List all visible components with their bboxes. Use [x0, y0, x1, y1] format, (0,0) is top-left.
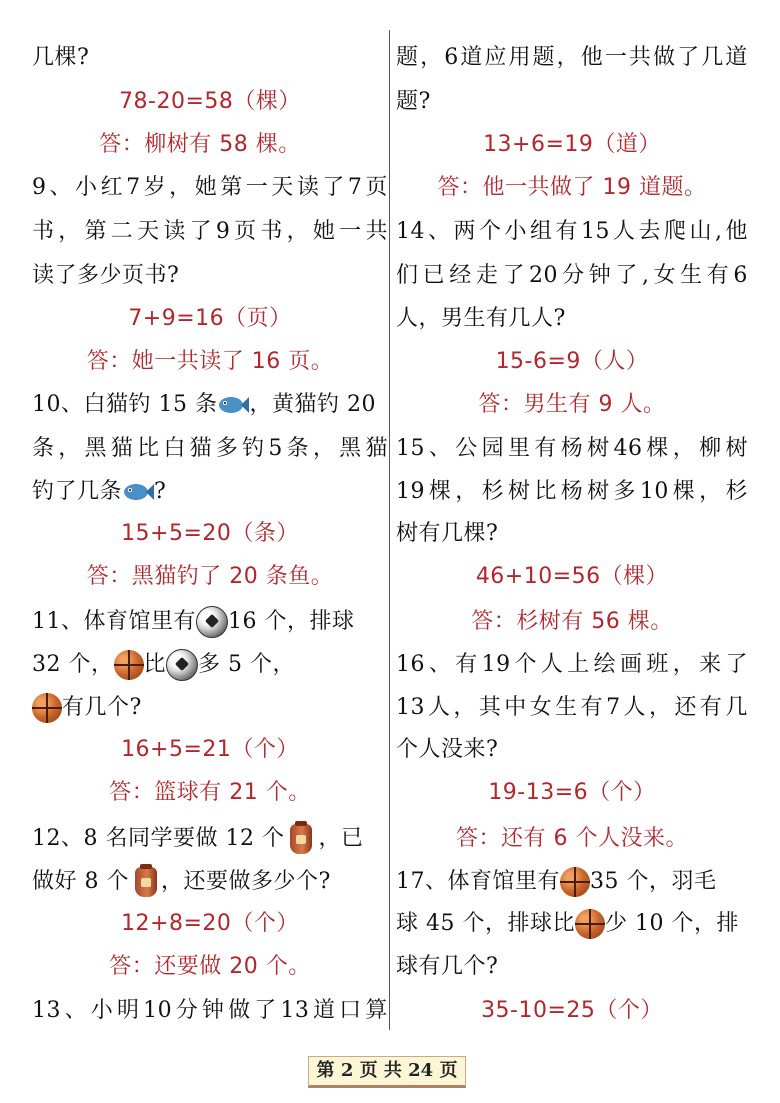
- question-14-line-2: [396, 254, 748, 298]
- glyph: 条: [32, 436, 55, 461]
- glyph: 了: [615, 263, 638, 288]
- basketball-icon: [575, 909, 605, 939]
- question-13-line-3: 题?: [396, 89, 431, 114]
- glyph: 5: [268, 436, 283, 461]
- basketball-icon: [114, 650, 144, 680]
- glyph: 树: [587, 436, 610, 461]
- answer: 答：男生有 9 人。: [478, 392, 666, 417]
- glyph: 一: [245, 175, 269, 200]
- glyph: 、: [49, 175, 73, 200]
- glyph: 人: [540, 652, 564, 677]
- question-12-line-1: [32, 817, 363, 861]
- glyph: 7: [606, 695, 621, 720]
- glyph: 去: [638, 219, 661, 244]
- q11-text: 11、体育馆里有: [32, 609, 196, 634]
- glyph: 15: [580, 219, 610, 244]
- glyph: 柳: [699, 436, 722, 461]
- question-12-line-2: [32, 860, 331, 904]
- glyph: 19: [481, 652, 511, 677]
- glyph: 组: [529, 219, 553, 244]
- glyph: 、: [64, 998, 88, 1023]
- glyph: 口: [339, 998, 362, 1023]
- glyph: 小: [75, 175, 98, 200]
- q17-text: 17、体育馆里有: [396, 869, 560, 894]
- glyph: 分: [562, 263, 585, 288]
- glyph: 两: [453, 219, 476, 244]
- glyph: 钟: [201, 998, 225, 1023]
- glyph: 钟: [588, 263, 612, 288]
- equation: 78-20=58（棵）: [119, 89, 301, 114]
- question-13-line-1: [32, 989, 388, 1033]
- glyph: 比: [137, 436, 160, 461]
- q10-text: ?: [154, 479, 167, 504]
- jar-icon: [290, 824, 312, 854]
- jar-icon: [135, 867, 157, 897]
- answer: 答：她一共读了 16 页。: [86, 349, 334, 374]
- glyph: 杨: [560, 479, 584, 504]
- glyph: 经: [449, 263, 472, 288]
- glyph: 人: [623, 695, 647, 720]
- glyph: 题: [396, 45, 419, 70]
- glyph: 几: [701, 45, 724, 70]
- glyph: 棵: [672, 479, 696, 504]
- glyph: 14: [396, 219, 425, 244]
- glyph: 题: [532, 45, 556, 70]
- glyph: 爬: [663, 219, 687, 244]
- glyph: 比: [534, 479, 557, 504]
- glyph: ，: [455, 479, 478, 504]
- glyph: 里: [507, 436, 531, 461]
- q17-text: 球 45 个，排球比: [396, 911, 575, 936]
- glyph: 6: [733, 263, 748, 288]
- column-divider: [389, 30, 390, 1030]
- glyph: 6: [444, 45, 459, 70]
- q12-text: 做好 8 个: [32, 869, 129, 894]
- glyph: 有: [699, 695, 723, 720]
- answer: 答：还要做 20 个。: [109, 954, 311, 979]
- glyph: 生: [680, 263, 703, 288]
- glyph: 算: [365, 998, 388, 1023]
- q17-text: 少 10 个，排: [604, 911, 739, 936]
- question-9-line-3: 读了多少页书?: [32, 263, 180, 288]
- glyph: ，: [312, 436, 336, 461]
- glyph: 13: [280, 998, 310, 1023]
- equation: 46+10=56（棵）: [475, 564, 669, 589]
- equation: 15-6=9（人）: [495, 349, 649, 374]
- equation: 12+8=20（个）: [121, 911, 299, 936]
- glyph: 多: [613, 479, 636, 504]
- glyph: 了: [502, 263, 525, 288]
- glyph: 绘: [593, 652, 617, 677]
- question-11-line-3: [32, 686, 142, 730]
- glyph: 走: [475, 263, 499, 288]
- glyph: 他: [580, 45, 604, 70]
- glyph: 20: [529, 263, 559, 288]
- glyph: ，: [556, 45, 580, 70]
- glyph: ，: [699, 479, 722, 504]
- glyph: 小: [90, 998, 114, 1023]
- fish-icon: [217, 394, 249, 416]
- question-11-line-2: [32, 643, 295, 687]
- text-line: 几棵?: [32, 45, 90, 70]
- glyph: 她: [312, 219, 336, 244]
- glyph: 书: [32, 219, 55, 244]
- glyph: 有: [706, 263, 730, 288]
- question-15-line-3: 树有几棵?: [396, 521, 499, 546]
- glyph: 女: [653, 263, 677, 288]
- glyph: 画: [619, 652, 643, 677]
- glyph: 10: [639, 479, 669, 504]
- glyph: ，: [649, 695, 672, 720]
- glyph: ，: [286, 219, 310, 244]
- glyph: 书: [260, 219, 283, 244]
- glyph: 7: [126, 175, 141, 200]
- answer: 答：杉树有 56 棵。: [471, 609, 673, 634]
- question-17-line-3: 球有几个?: [396, 954, 499, 979]
- glyph: 、: [428, 436, 452, 461]
- page-number-footer: 第 2 页 共 24 页: [308, 1056, 466, 1088]
- equation: 35-10=25（个）: [481, 998, 663, 1023]
- glyph: 有: [555, 219, 578, 244]
- question-10-line-3: [32, 470, 166, 514]
- glyph: ，: [672, 652, 696, 677]
- glyph: 黑: [84, 436, 108, 461]
- glyph: 第: [84, 219, 108, 244]
- answer: 答：篮球有 21 个。: [109, 780, 311, 805]
- glyph: 棵: [646, 436, 669, 461]
- glyph: 13: [32, 998, 61, 1023]
- glyph: 了: [189, 219, 213, 244]
- question-16-line-2: [396, 686, 748, 730]
- glyph: 16: [396, 652, 425, 677]
- glyph: 班: [646, 652, 669, 677]
- glyph: 还: [674, 695, 697, 720]
- glyph: 公: [455, 436, 478, 461]
- q12-text: ，已: [318, 826, 364, 851]
- glyph: 10: [143, 998, 173, 1023]
- question-10-line-2: [32, 427, 388, 471]
- glyph: 9: [215, 219, 231, 244]
- glyph: 个: [478, 219, 502, 244]
- q11-text: 有几个?: [62, 695, 142, 720]
- glyph: 个: [514, 652, 537, 677]
- glyph: 几: [725, 695, 748, 720]
- glyph: ，: [453, 695, 476, 720]
- question-17-line-2: [396, 902, 739, 946]
- question-15-line-2: [396, 470, 748, 514]
- glyph: 已: [422, 263, 446, 288]
- glyph: 山: [689, 219, 712, 244]
- glyph: ,: [641, 263, 650, 288]
- q11-text: 16 个，排球: [228, 609, 355, 634]
- glyph: 天: [137, 219, 160, 244]
- glyph: 第: [220, 175, 243, 200]
- glyph: 读: [163, 219, 186, 244]
- question-9-line-1: [32, 166, 388, 210]
- question-15-line-1: [396, 427, 748, 471]
- glyph: 中: [504, 695, 527, 720]
- glyph: 人: [427, 695, 451, 720]
- glyph: 杉: [481, 479, 505, 504]
- equation: 15+5=20（条）: [121, 521, 299, 546]
- question-16-line-1: [396, 643, 748, 687]
- glyph: 她: [194, 175, 218, 200]
- glyph: 钓: [242, 436, 265, 461]
- glyph: 读: [296, 175, 320, 200]
- glyph: 红: [100, 175, 124, 200]
- glyph: 们: [396, 263, 419, 288]
- glyph: 用: [508, 45, 531, 70]
- glyph: 棵: [428, 479, 452, 504]
- glyph: ，: [420, 45, 443, 70]
- glyph: 猫: [189, 436, 213, 461]
- q11-text: 比: [143, 652, 167, 677]
- glyph: 有: [580, 695, 604, 720]
- glyph: 9: [32, 175, 47, 200]
- glyph: 其: [478, 695, 502, 720]
- glyph: 页: [365, 175, 388, 200]
- glyph: 道: [313, 998, 336, 1023]
- glyph: 小: [504, 219, 527, 244]
- glyph: 树: [587, 479, 610, 504]
- answer: 答：黑猫钓了 20 条鱼。: [86, 564, 334, 589]
- glyph: 天: [271, 175, 294, 200]
- glyph: 生: [555, 695, 578, 720]
- glyph: 黑: [339, 436, 362, 461]
- glyph: 15: [396, 436, 425, 461]
- equation: 7+9=16（页）: [128, 306, 292, 331]
- glyph: 树: [725, 436, 748, 461]
- glyph: 二: [110, 219, 134, 244]
- glyph: 共: [628, 45, 652, 70]
- glyph: 一: [339, 219, 362, 244]
- glyph: 做: [228, 998, 251, 1023]
- glyph: 46: [613, 436, 643, 461]
- question-16-line-3: 个人没来?: [396, 737, 499, 762]
- q11-text: 多 5 个，: [198, 652, 295, 677]
- q17-text: 35 个，羽毛: [590, 869, 717, 894]
- basketball-icon: [560, 867, 590, 897]
- glyph: ，: [672, 436, 696, 461]
- question-10-line-1: [32, 383, 376, 427]
- glyph: 园: [481, 436, 505, 461]
- answer: 答：他一共做了 19 道题。: [437, 175, 707, 200]
- soccer-ball-icon: [166, 649, 198, 681]
- glyph: 人: [612, 219, 636, 244]
- question-9-line-2: [32, 210, 388, 254]
- glyph: 一: [604, 45, 628, 70]
- glyph: 树: [507, 479, 531, 504]
- answer: 答：还有 6 个人没来。: [456, 826, 688, 851]
- question-11-line-1: [32, 600, 355, 644]
- glyph: 有: [455, 652, 478, 677]
- glyph: 应: [484, 45, 507, 70]
- glyph: 、: [428, 652, 452, 677]
- glyph: 白: [163, 436, 186, 461]
- glyph: 了: [725, 652, 748, 677]
- glyph: 13: [396, 695, 425, 720]
- glyph: 了: [254, 998, 277, 1023]
- glyph: 杉: [725, 479, 748, 504]
- glyph: 他: [725, 219, 748, 244]
- glyph: ，: [58, 219, 81, 244]
- q10-text: ，黄猫钓 20: [249, 392, 376, 417]
- equation: 13+6=19（道）: [483, 132, 661, 157]
- basketball-icon: [32, 693, 62, 723]
- glyph: 来: [699, 652, 722, 677]
- q12-text: ，还要做多少个?: [160, 869, 331, 894]
- glyph: 猫: [365, 436, 388, 461]
- glyph: 了: [322, 175, 345, 200]
- glyph: ，: [58, 436, 81, 461]
- glyph: ，: [169, 175, 192, 200]
- soccer-ball-icon: [196, 606, 228, 638]
- equation: 19-13=6（个）: [488, 780, 656, 805]
- question-13-line-2: [396, 36, 748, 80]
- glyph: 有: [534, 436, 557, 461]
- glyph: 岁: [143, 175, 167, 200]
- glyph: 19: [396, 479, 425, 504]
- q10-text: 10、白猫钓 15 条: [32, 392, 218, 417]
- glyph: 条: [286, 436, 310, 461]
- answer: 答：柳树有 58 棵。: [99, 132, 301, 157]
- q12-text: 12、8 名同学要做 12 个: [32, 826, 285, 851]
- glyph: 道: [460, 45, 483, 70]
- glyph: 猫: [110, 436, 134, 461]
- glyph: ,: [714, 219, 723, 244]
- glyph: 页: [234, 219, 257, 244]
- glyph: 上: [567, 652, 590, 677]
- equation: 16+5=21（个）: [121, 737, 299, 762]
- glyph: 分: [175, 998, 199, 1023]
- glyph: 共: [365, 219, 388, 244]
- fish-icon: [122, 481, 154, 503]
- glyph: 杨: [560, 436, 584, 461]
- glyph: 明: [116, 998, 140, 1023]
- question-17-line-1: [396, 860, 717, 904]
- question-14-line-1: [396, 210, 748, 254]
- glyph: 做: [653, 45, 676, 70]
- question-14-line-3: 人，男生有几人?: [396, 306, 566, 331]
- glyph: 多: [215, 436, 239, 461]
- glyph: 道: [725, 45, 748, 70]
- glyph: 女: [529, 695, 553, 720]
- q11-text: 32 个，: [32, 652, 114, 677]
- glyph: 7: [347, 175, 363, 200]
- glyph: 、: [427, 219, 451, 244]
- q10-text: 钓了几条: [32, 479, 123, 504]
- glyph: 了: [677, 45, 700, 70]
